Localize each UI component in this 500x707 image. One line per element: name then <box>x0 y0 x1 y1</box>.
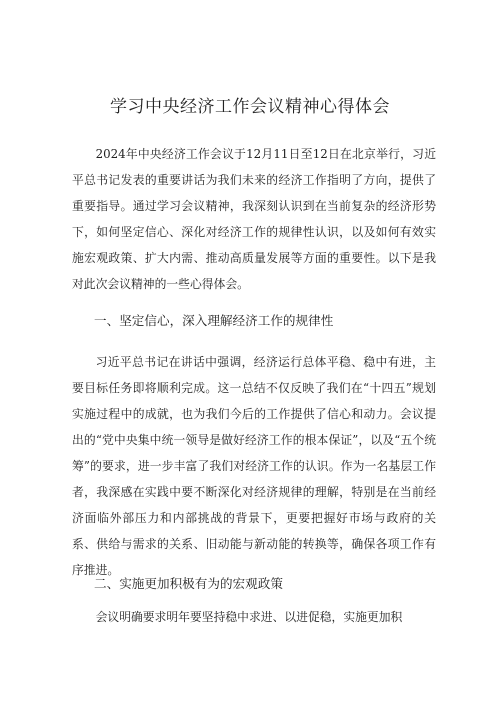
section-2-paragraph: 会议明确要求明年要坚持稳中求进、以进促稳，实施更加积 <box>95 610 403 624</box>
document-title: 学习中央经济工作会议精神心得体会 <box>110 97 390 117</box>
section-1-paragraph: 习近平总书记在讲话中强调，经济运行总体平稳、稳中有进，主要目标任务即将顺利完成。这一总结不仅反映了我们在“十四五”规划实施过程中的成就，也为我们今后的工作提供了信心和动力。会议提出的“党中央集中统一领导是做好经济工作的根本保证”，以及“五个统筹”的要求，进一步丰富了我们对经济工作的认识。作为一名基层工作者，我深感在实践中要不断深化对经济规律的理解，特别是在当前经济面临外部压力和内部挑战的背景下，更要把握好市场与政府的关系、供给与需求的关系、旧动能与新动能的转换等，确保各项工作有序推进。 <box>72 355 436 577</box>
section-heading-2: 二、实施更加积极有为的宏观政策 <box>94 576 283 591</box>
section-heading-1: 一、坚定信心，深入理解经济工作的规律性 <box>94 313 334 328</box>
intro-paragraph: 2024年中央经济工作会议于12月11日至12日在北京举行，习近平总书记发表的重要讲话为我们未来的经济工作指明了方向，提供了重要指导。通过学习会议精神，我深刻认识到在当前复杂的经济形势下，如何坚定信心、深化对经济工作的规律性认识，以及如何有效实施宏观政策、扩大内需、推动高质量发展等方面的重要性。以下是我对此次会议精神的一些心得体会。 <box>72 147 436 291</box>
